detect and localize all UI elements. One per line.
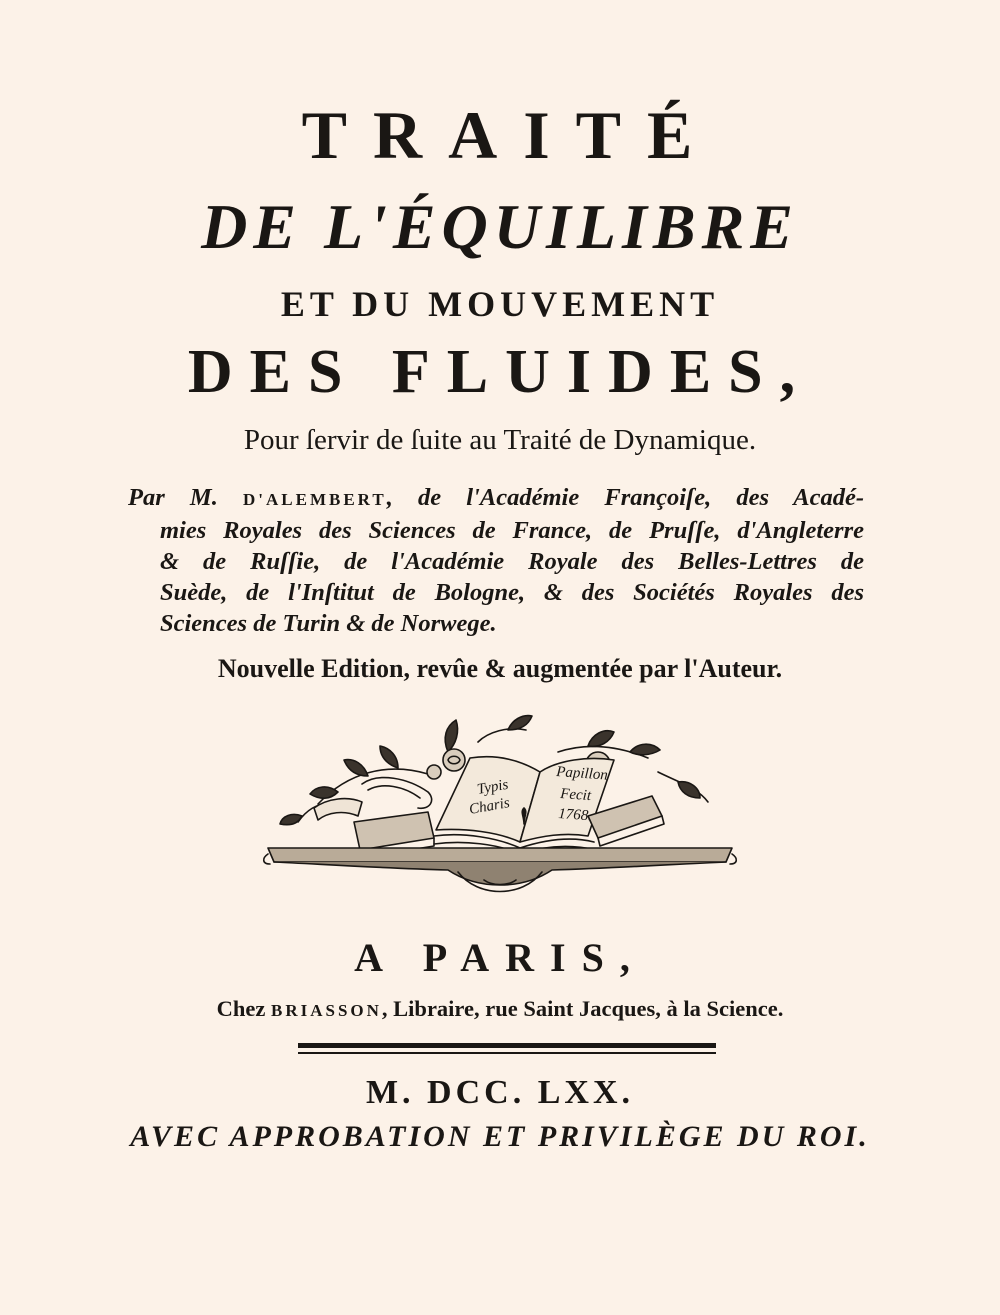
book-ornament-vignette (258, 712, 742, 902)
author-line-1: Par M. D'ALEMBERT, de l'Académie Françoiſe, des Acadé- (128, 484, 864, 511)
imprint-place: A PARIS, (354, 935, 646, 980)
double-rule-thick (298, 1043, 716, 1048)
author-line-4: Suède, de l'Inſtitut de Bologne, & des Sociétés Royales des (160, 579, 864, 606)
double-rule-thin (298, 1052, 716, 1054)
imprint-year: M. DCC. LXX. (365, 1074, 635, 1111)
imprint-publisher: Chez BRIASSON, Libraire, rue Saint Jacques, à la Science. (216, 996, 784, 1021)
imprint-approbation: AVEC APPROBATION ET PRIVILÈGE DU ROI. (130, 1120, 870, 1153)
vignette-right-page-line-1: Papillon (555, 764, 609, 784)
title-mouvement: ET DU MOUVEMENT (280, 284, 720, 324)
vignette-left-page-line-2: Charis (467, 795, 511, 818)
title-traite: TRAITÉ (301, 97, 719, 173)
subtitle-purpose: Pour ſervir de ſuite au Traité de Dynamique. (243, 424, 757, 456)
vignette-right-page-line-3: 1768. (557, 806, 593, 825)
vignette-left-page-line-1: Typis (475, 776, 510, 798)
author-line-2: mies Royales des Sciences de France, de Pruſſe, d'Angleterre (160, 517, 864, 544)
title-fluides: DES FLUIDES, (187, 338, 813, 406)
vignette-right-page-line-2: Fecit (559, 786, 592, 805)
author-line-5: Sciences de Turin & de Norwege. (160, 610, 497, 637)
publisher-name: BRIASSON (271, 1001, 382, 1020)
author-credentials (128, 482, 864, 639)
title-equilibre: DE L'ÉQUILIBRE (201, 191, 799, 262)
author-name: D'ALEMBERT (242, 490, 387, 509)
edition-note: Nouvelle Edition, revûe & augmentée par l'Auteur. (217, 654, 783, 683)
author-line-3: & de Ruſſie, de l'Académie Royale des Belles-Lettres de (160, 548, 864, 575)
